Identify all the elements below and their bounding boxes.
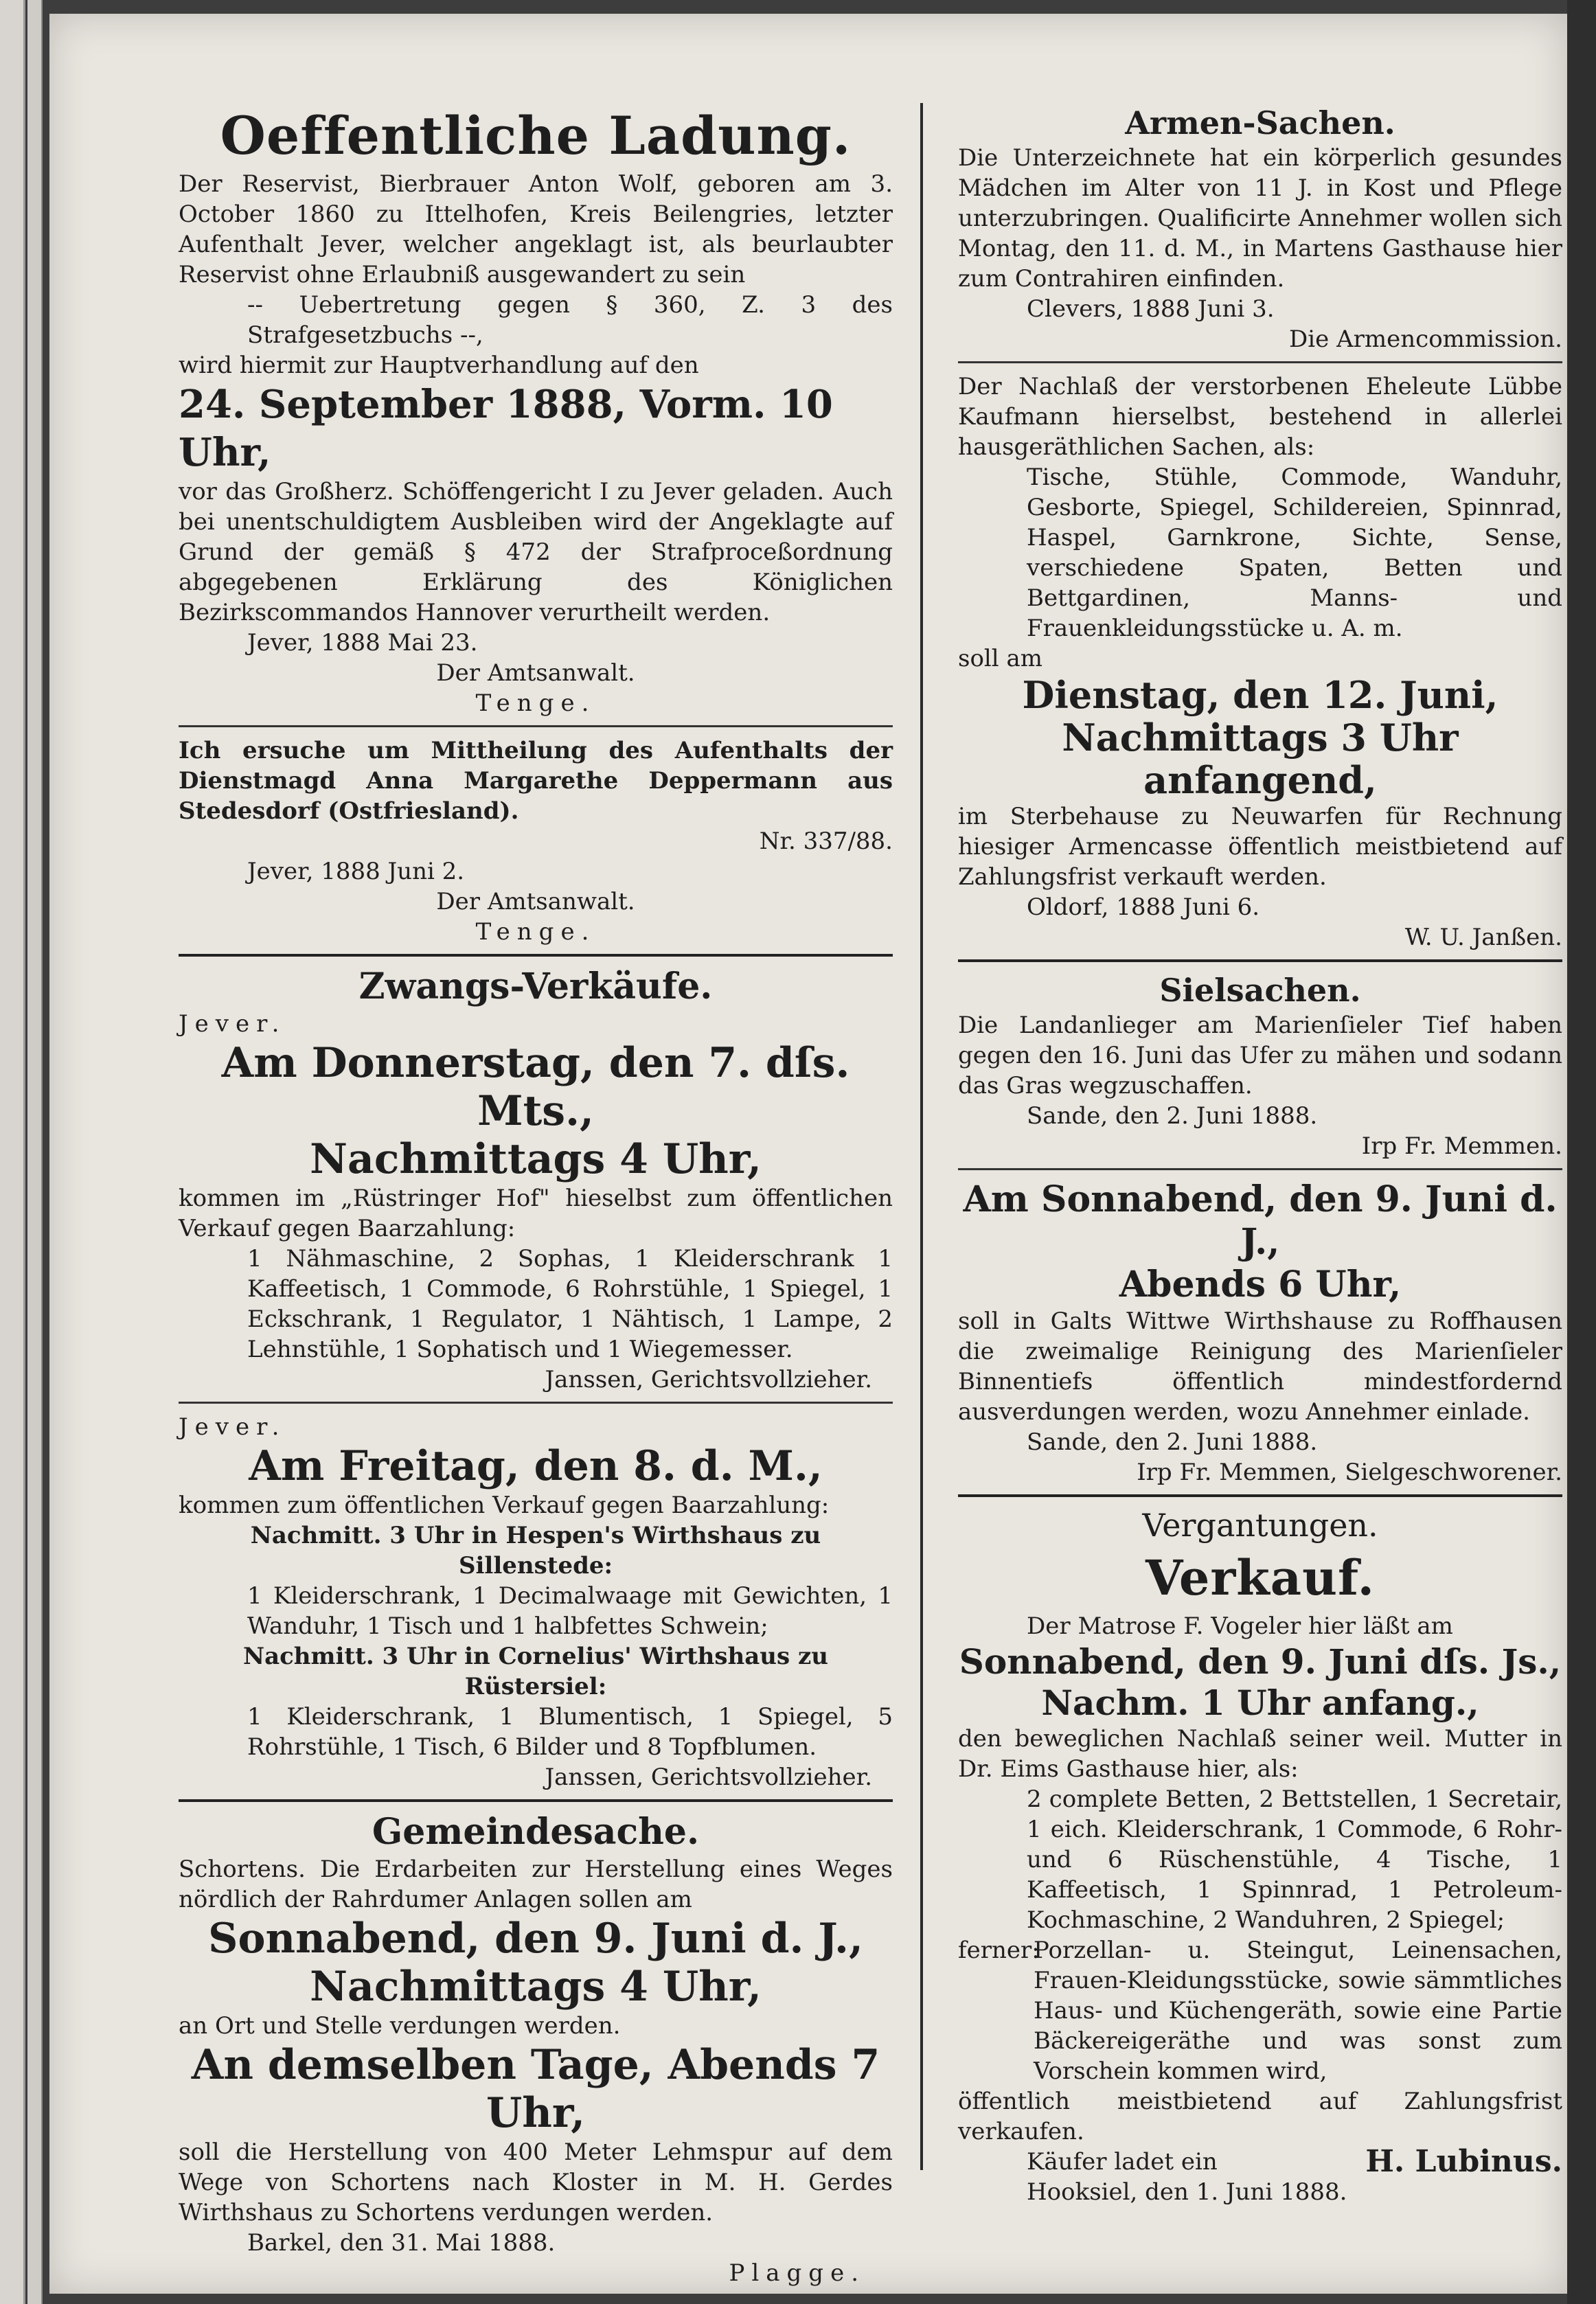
notice-items: 1 Kleiderschrank, 1 Blumentisch, 1 Spiegel, 5 Rohrstühle, 1 Tisch, 6 Bilder und 8 Topfblumen. xyxy=(247,1703,893,1761)
notice-time: Nachmittags 3 Uhr anfangend, xyxy=(1062,716,1459,802)
section-title: Verkauf. xyxy=(1145,1549,1376,1606)
notice-aufenthalt xyxy=(179,735,893,947)
notice-gemeindesache xyxy=(179,1810,893,2288)
notice-place-date: Jever, 1888 Mai 23. xyxy=(247,629,478,657)
notice-body: Ich ersuche um Mittheilung des Aufenthalts der Dienstmagd Anna Margarethe Deppermann aus Stedesdorf (Ostfriesland). xyxy=(179,737,893,825)
notice-ferner-row xyxy=(958,1935,1562,2086)
notice-date: Am Donnerstag, den 7. dſs. Mts., xyxy=(221,1039,850,1135)
right-column xyxy=(958,103,1562,2207)
notice-body: vor das Großherz. Schöffengericht I zu Jever geladen. Auch bei unentschuldigtem Ausbleiben wird der Angeklagte auf Grund der gemäß § 472 der Strafproceßordnung abgegebenen Erklärung des Königlichen Bezirkscommandos Hannover verurtheilt werden. xyxy=(179,478,893,626)
notice-body: den beweglichen Nachlaß seiner weil. Mutter in Dr. Eims Gasthause hier, als: xyxy=(958,1725,1562,1783)
notice-body: wird hiermit zur Hauptverhandlung auf den xyxy=(179,352,699,379)
notice-body: Der Reservist, Bierbrauer Anton Wolf, geboren am 3. October 1860 zu Ittelhofen, Kreis Beilengries, letzter Aufenthalt Jever, welcher angeklagt ist, als beurlaubter Reservist ohne Erlaubniß ausgewandert zu sein xyxy=(179,170,893,288)
notice-date: Sonnabend, den 9. Juni d. J., xyxy=(208,1915,863,1963)
notice-items: Porzellan- u. Steingut, Leinensachen, Frauen-Kleidungsstücke, sowie sämmtliches Haus- und Küchengeräth, sowie eine Partie Bäckereigeräthe und was sonst zum Vorschein kommen wird, xyxy=(1034,1937,1562,2085)
notice-signer: Janssen, Gerichtsvollzieher. xyxy=(545,1366,872,1393)
section-title: Zwangs-Verkäufe. xyxy=(358,966,713,1007)
notice-date: Am Sonnabend, den 9. Juni d. J., xyxy=(963,1178,1558,1263)
notice-body: Schortens. Die Erdarbeiten zur Herstellung eines Weges nördlich der Rahrdumer Anlagen sollen am xyxy=(179,1856,893,1913)
notice-date: Sonnabend, den 9. Juni dſs. Js., xyxy=(959,1641,1562,1682)
notice-body: Die Unterzeichnete hat ein körperlich gesundes Mädchen im Alter von 11 J. in Kost und Pflege unterzubringen. Qualificirte Annehmer wollen sich Montag, den 11. d. M., in Martens Gasthause hier zum Contrahiren einfinden. xyxy=(958,144,1562,293)
notice-title: Oeffentliche Ladung. xyxy=(220,105,852,166)
divider xyxy=(958,1168,1562,1170)
section-title: Gemeindesache. xyxy=(372,1811,700,1853)
column-rule xyxy=(920,103,923,2170)
notice-place-date: Oldorf, 1888 Juni 6. xyxy=(1027,893,1260,921)
notice-nachlass xyxy=(958,372,1562,953)
notice-time: Nachmittags 4 Uhr, xyxy=(310,1963,762,2011)
notice-place-date: Sande, den 2. Juni 1888. xyxy=(1027,1102,1318,1130)
notice-date: 24. September 1888, Vorm. 10 Uhr, xyxy=(179,382,833,475)
notice-signer: Plagge. xyxy=(729,2259,865,2287)
notice-body: soll die Herstellung von 400 Meter Lehmspur auf dem Wege von Schortens nach Kloster in M. H. Gerdes Wirthshaus zu Schortens verdungen werden. xyxy=(179,2138,893,2226)
notice-number: Nr. 337/88. xyxy=(759,828,893,855)
page-edge-right xyxy=(1567,0,1596,2304)
notice-zwangs-verkaeufe xyxy=(179,965,893,1792)
notice-items: 1 Nähmaschine, 2 Sophas, 1 Kleiderschrank 1 Kaffeetisch, 1 Commode, 6 Rohrstühle, 1 Spiegel, 1 Eckschrank, 1 Regulator, 1 Nähtisch, 1 Lampe, 2 Lehnstühle, 1 Sophatisch und 1 Wiegemesser. xyxy=(247,1245,893,1363)
notice-date: Am Freitag, den 8. d. M., xyxy=(249,1442,823,1490)
notice-signer: Irp Fr. Memmen, Sielgeschworener. xyxy=(1137,1459,1562,1486)
notice-signer: H. Lubinus. xyxy=(1365,2144,1562,2179)
notice-time: Abends 6 Uhr, xyxy=(1119,1264,1402,1305)
notice-signer: Tenge. xyxy=(475,689,596,717)
divider xyxy=(179,725,893,727)
notice-body: Käufer ladet ein xyxy=(1027,2148,1218,2176)
notice-items: Tische, Stühle, Commode, Wanduhr, Gesborte, Spiegel, Schildereien, Spinnrad, Haspel, Garnkrone, Sichte, Sense, verschiedene Spaten, Betten und Bettgardinen, Manns- und Frauenkleidungsstücke u. A. m. xyxy=(1027,464,1562,642)
left-column xyxy=(179,103,893,2288)
notice-place: Jever. xyxy=(179,1413,286,1441)
notice-body: Der Nachlaß der verstorbenen Eheleute Lübbe Kaufmann hierselbst, bestehend in allerlei hausgeräthlichen Sachen, als: xyxy=(958,373,1562,461)
notice-location: Nachmitt. 3 Uhr in Hespen's Wirthshaus zu Sillenstede: xyxy=(250,1522,821,1579)
notice-time: Nachm. 1 Uhr anfang., xyxy=(1041,1683,1479,1723)
notice-signer: Irp Fr. Memmen. xyxy=(1361,1132,1562,1160)
section-title: Armen-Sachen. xyxy=(1125,104,1395,141)
divider xyxy=(958,959,1562,962)
notice-time: Nachmittags 4 Uhr, xyxy=(310,1135,762,1183)
notice-date: Dienstag, den 12. Juni, xyxy=(1022,673,1498,717)
notice-place-date: Sande, den 2. Juni 1888. xyxy=(1027,1428,1318,1456)
notice-office: Der Amtsanwalt. xyxy=(436,659,635,687)
notice-body: soll in Galts Wittwe Wirthshause zu Roffhausen die zweimalige Reinigung des Marienſieler Binnentiefs öffentlich mindestfordernd ausverdungen werden, wozu Annehmer einlade. xyxy=(958,1308,1562,1426)
notice-footer-row xyxy=(958,2144,1562,2179)
notice-items: 1 Kleiderschrank, 1 Decimalwaage mit Gewichten, 1 Wanduhr, 1 Tisch und 1 halbfettes Schwein; xyxy=(247,1582,893,1640)
notice-body: Die Landanlieger am Marienſieler Tief haben gegen den 16. Juni das Ufer zu mähen und sodann das Gras wegzuschaffen. xyxy=(958,1012,1562,1099)
notice-signer: Tenge. xyxy=(475,918,596,946)
notice-body: kommen zum öffentlichen Verkauf gegen Baarzahlung: xyxy=(179,1492,830,1519)
divider xyxy=(179,1402,893,1404)
notice-body: soll am xyxy=(958,645,1042,672)
notice-body: Der Matrose F. Vogeler hier läßt am xyxy=(1027,1612,1453,1640)
notice-body: kommen im „Rüstringer Hof" hieselbst zum öffentlichen Verkauf gegen Baarzahlung: xyxy=(179,1185,893,1242)
section-heading: Vergantungen. xyxy=(1142,1507,1378,1544)
notice-signer: Die Armencommission. xyxy=(1289,326,1562,353)
divider xyxy=(179,1799,893,1802)
page-edge-left-inner xyxy=(27,0,43,2304)
notice-signer: Janssen, Gerichtsvollzieher. xyxy=(545,1764,872,1791)
notice-location: Nachmitt. 3 Uhr in Cornelius' Wirthshaus zu Rüstersiel: xyxy=(243,1643,828,1700)
notice-place: Jever. xyxy=(179,1010,286,1038)
divider xyxy=(179,954,893,957)
notice-signer: W. U. Janßen. xyxy=(1404,924,1562,951)
notice-body: im Sterbehause zu Neuwarfen für Rechnung hiesiger Armencasse öffentlich meistbietend auf Zahlungsfrist verkauft werden. xyxy=(958,803,1562,891)
section-title: Sielsachen. xyxy=(1159,972,1361,1009)
notice-date: An demselben Tage, Abends 7 Uhr, xyxy=(191,2041,880,2137)
divider xyxy=(958,1494,1562,1497)
notice-armen-sachen xyxy=(958,103,1562,354)
notice-offense: -- Uebertretung gegen § 360, Z. 3 des Strafgesetzbuchs --, xyxy=(247,291,893,349)
divider xyxy=(958,361,1562,363)
notice-place-date: Clevers, 1888 Juni 3. xyxy=(1027,295,1275,323)
notice-oeffentliche-ladung xyxy=(179,103,893,718)
notice-office: Der Amtsanwalt. xyxy=(436,888,635,915)
notice-place-date: Jever, 1888 Juni 2. xyxy=(247,858,465,885)
page-edge-left xyxy=(0,0,25,2304)
notice-items: 2 complete Betten, 2 Bettstellen, 1 Secretair, 1 eich. Kleiderschrank, 1 Commode, 6 Rohr- und 6 Rüschenstühle, 4 Tische, 1 Kaffeetisch, 1 Spinnrad, 1 Petroleum-Kochmaschine, 2 Wanduhren, 2 Spiegel; xyxy=(1027,1786,1562,1934)
notice-body: an Ort und Stelle verdungen werden. xyxy=(179,2012,621,2040)
notice-body: öffentlich meistbietend auf Zahlungsfrist verkaufen. xyxy=(958,2088,1562,2145)
notice-sielsachen xyxy=(958,970,1562,1487)
notice-vergantungen xyxy=(958,1505,1562,2207)
notice-label: ferner: xyxy=(958,1937,1040,1964)
notice-place-date: Barkel, den 31. Mai 1888. xyxy=(247,2229,556,2257)
notice-place-date: Hooksiel, den 1. Juni 1888. xyxy=(1027,2178,1347,2206)
